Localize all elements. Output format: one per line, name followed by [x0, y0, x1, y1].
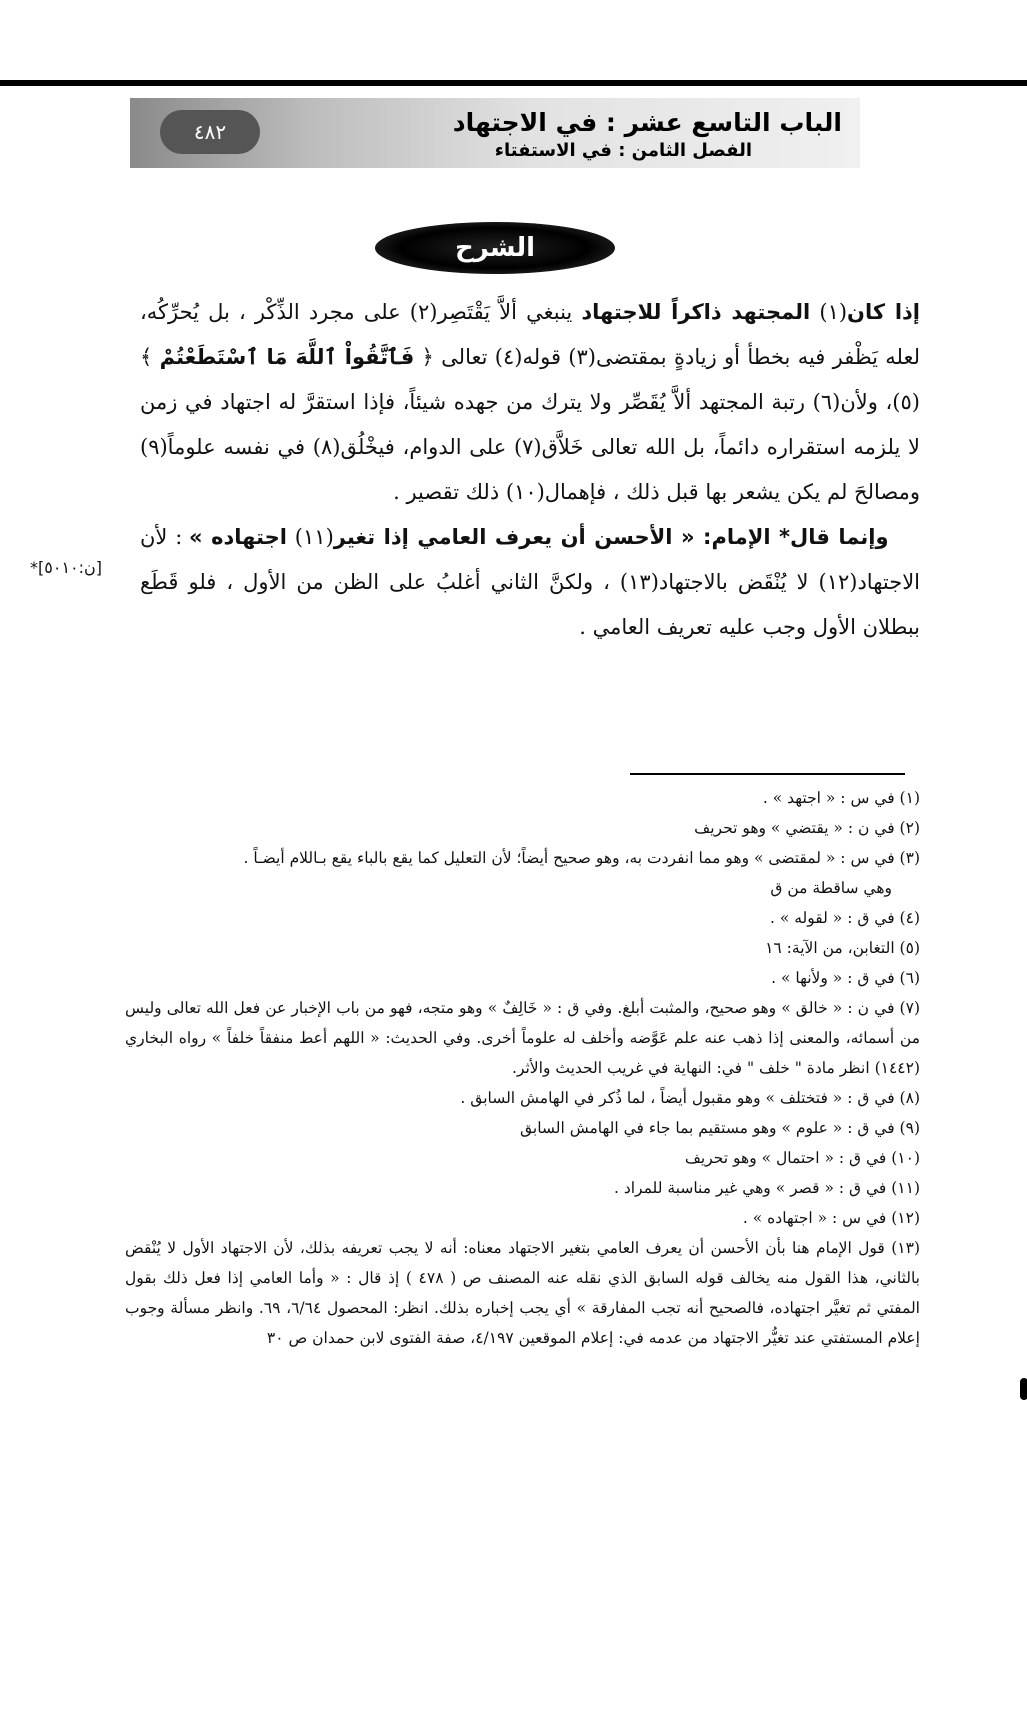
footnote: (٧) في ن : « خالق » وهو صحيح، والمثبت أبلغ. وفي ق : « خَالِفٌ » وهو متجه، فهو من باب الإخبار عن فعل الله تعالى وليس من أسمائه، والمعنى إذا ذهب عنه علم عَوَّضه وأخلف له علوماً أخرى. وفي الحديث: « اللهم أعط منفقاً خلفاً » رواه البخاري (١٤٤٢) انظر مادة " خلف " في: النهاية في غريب الحديث والأثر.	[125, 999, 920, 1077]
section-subtitle: الفصل الثامن : في الاستفتاء	[494, 140, 752, 161]
footnotes	[125, 783, 920, 1353]
quoted-phrase-end: اجتهاده »	[189, 525, 287, 549]
footnote: (٥) التغابن، من الآية: ١٦	[765, 939, 920, 957]
footnote: (١١) في ق : « قصر » وهي غير مناسبة للمراد .	[613, 1179, 920, 1197]
footnote: (١٠) في ق : « احتمال » وهو تحريف	[684, 1149, 920, 1167]
footnote: (١٣) قول الإمام هنا بأن الأحسن أن يعرف العامي بتغير الاجتهاد معناه: أنه لا يجب تعريفه بذلك، لأن الاجتهاد الأول لا يُنْقض بالثاني، هذا القول منه يخالف قوله السابق الذي نقله عنه المصنف ص ( ٤٧٨ ) إذ قال : « وأما العامي إذا فعل ذلك بقول المفتي ثم تغيَّر اجتهاده، فالصحيح أنه تجب المفارقة » أي يجب إخباره بذلك. انظر: المحصول ٦/٦٤، ٦٩. وانظر مسألة وجوب إعلام المستفتي عند تغيُّر الاجتهاد من عدمه في: إعلام الموقعين ٤/١٩٧، صفة الفتوى لابن حمدان ص ٣٠	[125, 1239, 920, 1347]
footnote: (٤) في ق : « لقوله » .	[769, 909, 920, 927]
footnote: (١٢) في س : « اجتهاده » .	[742, 1209, 920, 1227]
body-text: ينبغي ألاَّ يَقْتَصِر(٢) على مجرد الذِّكْر ، بل يُحرِّكُه، لعله يَظْفر فيه بخطأ أو زيادةٍ بمقتضى(٣) قوله(٤) تعالى ﴿	[140, 300, 920, 369]
chapter-title: الباب التاسع عشر : في الاجتهاد	[452, 108, 842, 137]
footnote: (٢) في ن : « يقتضي » وهو تحريف	[694, 819, 920, 837]
main-body	[140, 290, 920, 650]
footnote-continuation: وهي ساقطة من ق	[770, 879, 892, 897]
quoted-phrase: وإنما قال* الإمام: « الأحسن أن يعرف العامي إذا تغير	[333, 525, 889, 549]
bold-phrase: المجتهد ذاكراً للاجتهاد	[581, 300, 811, 324]
page-number-badge: ٤٨٢	[160, 110, 260, 154]
margin-reference: *[ن:٥٠١٠]	[30, 558, 103, 577]
commentary-heading: الشرح	[375, 222, 615, 274]
scan-mark	[1020, 1378, 1027, 1400]
footnote: (٨) في ق : « فتختلف » وهو مقبول أيضاً ، لما ذُكر في الهامش السابق .	[460, 1089, 920, 1107]
footnote-ref: (١١)	[286, 525, 334, 549]
top-rule	[0, 80, 1027, 86]
footnote: (١) في س : « اجتهد » .	[762, 789, 920, 807]
body-text: : لأن الاجتهاد(١٢) لا يُنْقَض بالاجتهاد(١٣) ، ولكنَّ الثاني أغلبُ على الظن من الأول ، فلو قَطَع ببطلان الأول وجب عليه تعريف العامي .	[140, 525, 921, 639]
footnote-separator	[630, 773, 905, 775]
footnote: (٩) في ق : « علوم » وهو مستقيم بما جاء في الهامش السابق	[519, 1119, 920, 1137]
footnote-ref: (١)	[810, 300, 848, 324]
body-text: ﴾(٥)، ولأن(٦) رتبة المجتهد ألاَّ يُقَصِّر ولا يترك من جهده شيئاً، فإذا استقرَّ له اجتهاد في زمن لا يلزمه استقراره دائماً، بل الله تعالى خَلاَّق(٧) على الدوام، فيخْلُق(٨) في نفسه علوماً(٩) ومصالحَ لم يكن يشعر بها قبل ذلك ، فإهمال(١٠) ذلك تقصير .	[140, 345, 920, 504]
paragraph-2	[140, 515, 920, 650]
footnote: (٦) في ق : « ولأنها » .	[771, 969, 920, 987]
paragraph-1	[140, 290, 920, 515]
quran-verse: فَٱتَّقُواْ ٱللَّهَ مَا ٱسْتَطَعْتُمْ	[159, 345, 415, 369]
lead-phrase: إذا كان	[847, 300, 920, 324]
footnote: (٣) في س : « لمقتضى » وهو مما انفردت به، وهو صحيح أيضاً؛ لأن التعليل كما يقع بالباء يقع بـاللام أيضـاً .	[243, 849, 920, 867]
